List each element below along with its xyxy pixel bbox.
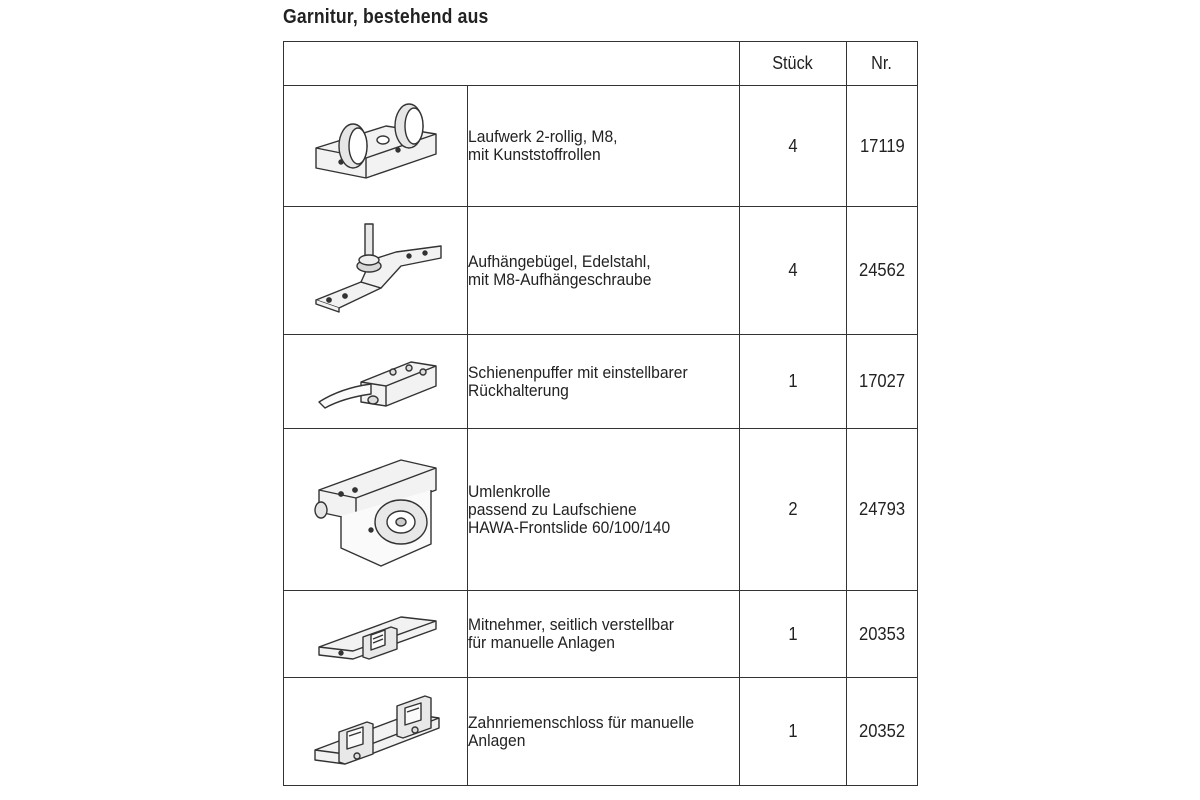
part-nr: 24793 [847, 429, 918, 591]
part-nr: 24562 [847, 207, 918, 335]
part-nr: 17119 [847, 86, 918, 207]
part-image-cell [284, 335, 468, 429]
table-row [284, 429, 918, 591]
part-description: Schienenpuffer mit einstellbarer Rückhalterung [468, 335, 740, 429]
table-row [284, 86, 918, 207]
part-image-cell [284, 86, 468, 207]
part-description: Laufwerk 2-rollig, M8, mit Kunststoffrollen [468, 86, 740, 207]
table-row [284, 207, 918, 335]
part-nr: 17027 [847, 335, 918, 429]
deflection-pulley-icon [301, 440, 451, 580]
part-qty: 4 [740, 86, 847, 207]
table-row [284, 591, 918, 678]
part-nr: 20353 [847, 591, 918, 678]
part-description: Umlenkrolle passend zu Laufschiene HAWA-Frontslide 60/100/140 [468, 429, 740, 591]
part-description: Aufhängebügel, Edelstahl, mit M8-Aufhängeschraube [468, 207, 740, 335]
parts-table [283, 41, 918, 786]
page-title: Garnitur, bestehend aus [283, 6, 489, 28]
part-qty: 1 [740, 591, 847, 678]
header-qty: Stück [740, 42, 847, 86]
rail-buffer-icon [301, 342, 451, 422]
table-row [284, 335, 918, 429]
table-header-row [284, 42, 918, 86]
part-nr: 20352 [847, 678, 918, 786]
table-row [284, 678, 918, 786]
part-image-cell [284, 207, 468, 335]
part-qty: 1 [740, 335, 847, 429]
part-image-cell [284, 678, 468, 786]
part-description: Mitnehmer, seitlich verstellbar für manuelle Anlagen [468, 591, 740, 678]
part-qty: 2 [740, 429, 847, 591]
part-image-cell [284, 429, 468, 591]
header-nr: Nr. [847, 42, 918, 86]
header-image-desc [284, 42, 740, 86]
part-qty: 1 [740, 678, 847, 786]
part-qty: 4 [740, 207, 847, 335]
part-description: Zahnriemenschloss für manuelle Anlagen [468, 678, 740, 786]
roller-carriage-icon [301, 96, 451, 196]
driver-bracket-icon [301, 599, 451, 669]
part-image-cell [284, 591, 468, 678]
suspension-bracket-icon [301, 216, 451, 326]
belt-lock-icon [301, 684, 451, 779]
